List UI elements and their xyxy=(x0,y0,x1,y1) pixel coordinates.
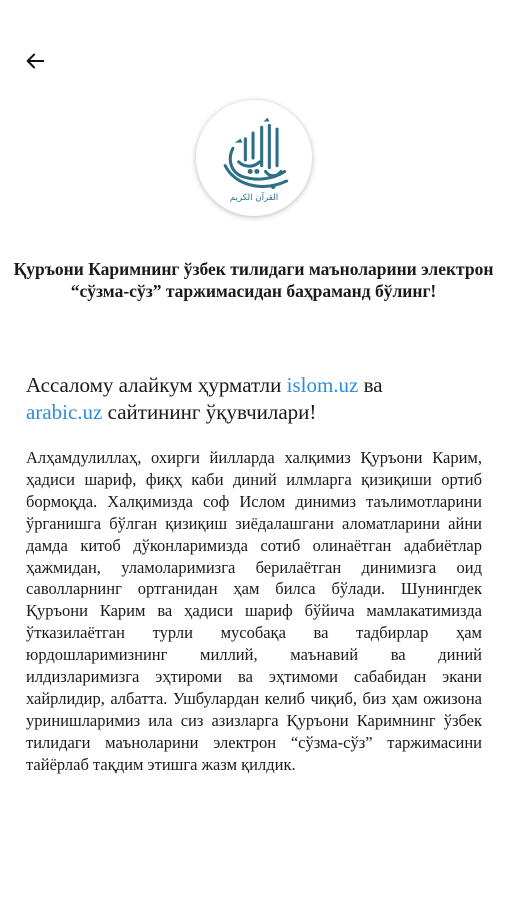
islom-uz-link[interactable]: islom.uz xyxy=(286,373,359,397)
app-logo xyxy=(196,100,312,216)
back-button[interactable] xyxy=(18,44,52,78)
headline: Қуръони Каримнинг ўзбек тилидаги маъноларини электрон “сўзма-сўз” таржимасидан баҳраманд бўлинг! xyxy=(13,259,494,301)
greeting-middle: ва xyxy=(358,373,383,397)
quran-calligraphy-icon xyxy=(206,110,302,206)
arrow-left-icon xyxy=(24,50,46,72)
intro-paragraph: Алҳамдулиллаҳ, охирги йилларда халқимиз Қуръони Карим, ҳадиси шариф, фиқҳ каби диний илмларга қизиқиши ортиб бормоқда. Халқимизда соф Ислом динимиз таълимотларини ўрганишга бўлган қизиқиш зиёдалашгани аломатларини айни дамда китоб дўконларимизда сотиб олинаётган адабиётлар ҳажмидан, уламоларимизга берилаётган динимизга оид саволларнинг ортганидан ҳам билса бўлади. Шунингдек Қуръони Карим ва ҳадиси шариф бўйича мамлакатимизда ўтказилаётган турли мусобақа ва тадбирлар ҳам юрдошларимизнинг миллий, маънавий ва диний илдизларимизга эҳтироми ва эҳтимоми сабабидан экани хайрлидир, албатта. Ушбулардан келиб чиқиб, биз ҳам ожизона уринишларимиз ила сиз азизларга Қуръони Каримнинг ўзбек тилидаги маъноларини электрон “сўзма-сўз” таржимасини тайёрлаб тақдим этишга жазм қилдик. xyxy=(26,448,482,774)
logo-calligraphy-text: القرآن الكريم xyxy=(229,193,279,204)
greeting-suffix: сайтининг ўқувчилари! xyxy=(102,400,317,424)
arabic-uz-link[interactable]: arabic.uz xyxy=(26,400,103,424)
greeting xyxy=(26,372,486,426)
greeting-prefix: Ассалому алайкум ҳурматли xyxy=(26,373,287,397)
